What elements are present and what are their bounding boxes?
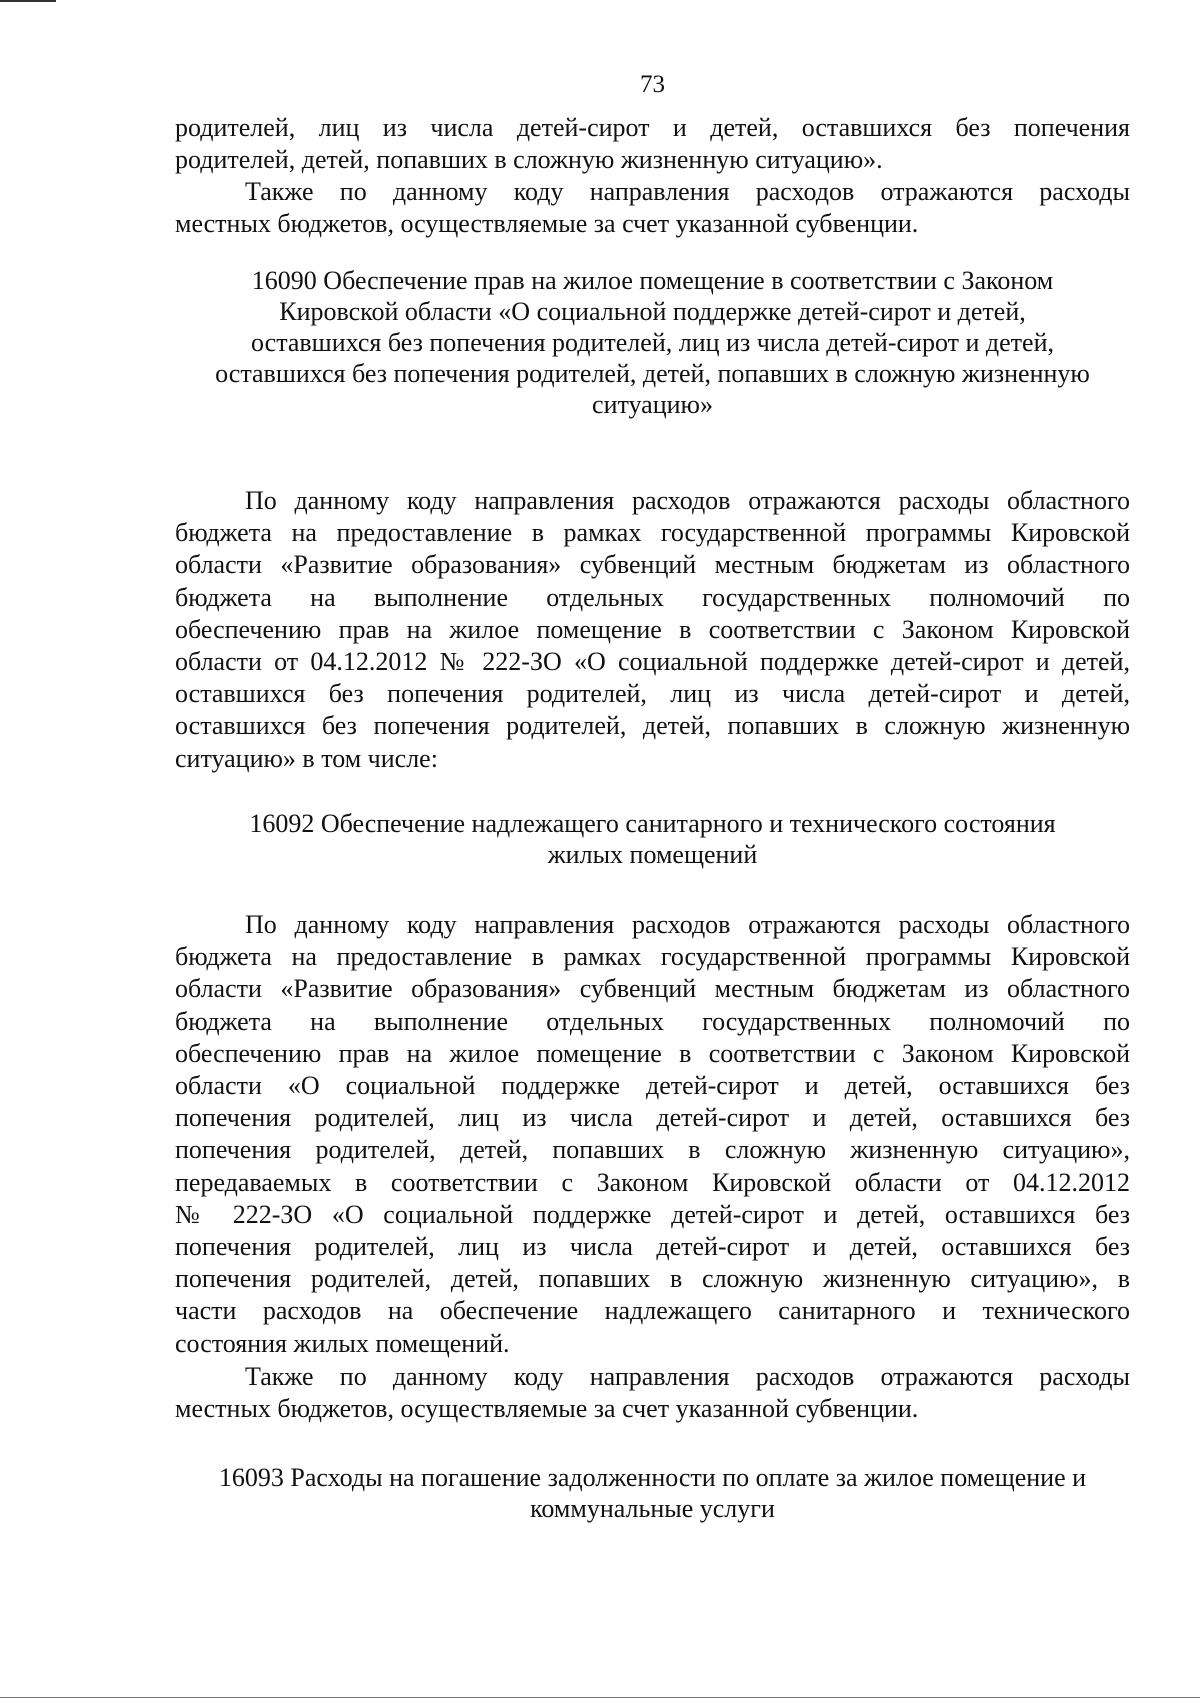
scan-edge-mark-top: [0, 0, 56, 2]
heading-line: жилых помещений: [547, 840, 758, 869]
text-line: попечения родителей, лиц из числа детей-сирот и детей, оставшихся без: [175, 1103, 1130, 1133]
section-heading-16092: [175, 808, 1130, 870]
scan-edge-mark-bottom: [0, 1697, 1200, 1698]
text-line: передаваемых в соответствии с Законом Кировской области от 04.12.2012: [175, 1167, 1130, 1197]
text-line: По данному коду направления расходов отражаются расходы областного: [245, 486, 1130, 515]
text-line: Также по данному коду направления расходов отражаются расходы: [245, 177, 1130, 206]
text-line: местных бюджетов, осуществляемые за счет указанной субвенции.: [175, 1394, 919, 1424]
text-line: области «О социальной поддержке детей-сирот и детей, оставшихся без: [175, 1071, 1130, 1101]
text-line: обеспечению прав на жилое помещение в соответствии с Законом Кировской: [175, 614, 1130, 644]
text-line: оставшихся без попечения родителей, детей, попавших в сложную жизненную: [175, 711, 1130, 741]
heading-line: 16093 Расходы на погашение задолженности по оплате за жилое помещение и: [218, 1463, 1087, 1492]
text-line: родителей, лиц из числа детей-сирот и детей, оставшихся без попечения: [175, 113, 1130, 142]
text-line: № 222-ЗО «О социальной поддержке детей-сирот и детей, оставшихся без: [175, 1199, 1130, 1229]
section-heading-16093: [175, 1462, 1130, 1524]
text-line: ситуацию» в том числе:: [175, 743, 438, 773]
text-line: бюджета на выполнение отдельных государственных полномочий по: [175, 582, 1130, 612]
section-heading-16090: [175, 265, 1130, 420]
paragraph-local-budgets-1: [175, 176, 1130, 240]
heading-line: 16092 Обеспечение надлежащего санитарного и технического состояния: [249, 809, 1056, 838]
text-line: местных бюджетов, осуществляемые за счет указанной субвенции.: [175, 209, 919, 239]
text-line: родителей, детей, попавших в сложную жизненную ситуацию».: [175, 145, 883, 175]
text-line: состояния жилых помещений.: [175, 1328, 510, 1358]
heading-line: коммунальные услуги: [530, 1494, 775, 1523]
text-line: попечения родителей, детей, попавших в сложную жизненную ситуацию», в: [175, 1264, 1130, 1294]
heading-line: оставшихся без попечения родителей, лиц из числа детей-сирот и детей,: [251, 328, 1054, 357]
heading-line: ситуацию»: [592, 390, 713, 419]
heading-line: 16090 Обеспечение прав на жилое помещение в соответствии с Законом: [251, 266, 1054, 295]
text-line: бюджета на предоставление в рамках государственной программы Кировской: [175, 518, 1130, 548]
heading-line: оставшихся без попечения родителей, детей, попавших в сложную жизненную: [215, 359, 1090, 388]
text-line: бюджета на выполнение отдельных государственных полномочий по: [175, 1006, 1130, 1036]
paragraph-local-budgets-2: [175, 1361, 1130, 1425]
text-line: попечения родителей, детей, попавших в сложную жизненную ситуацию»,: [175, 1135, 1130, 1165]
text-line: части расходов на обеспечение надлежащего санитарного и технического: [175, 1296, 1130, 1326]
paragraph-continuation: [175, 112, 1130, 176]
paragraph-16092-description: [175, 909, 1130, 1360]
text-line: обеспечению прав на жилое помещение в соответствии с Законом Кировской: [175, 1038, 1130, 1068]
text-line: бюджета на предоставление в рамках государственной программы Кировской: [175, 942, 1130, 972]
heading-line: Кировской области «О социальной поддержке детей-сирот и детей,: [279, 297, 1026, 326]
text-line: оставшихся без попечения родителей, лиц из числа детей-сирот и детей,: [175, 679, 1130, 709]
text-line: области «Развитие образования» субвенций местным бюджетам из областного: [175, 550, 1130, 580]
text-line: попечения родителей, лиц из числа детей-сирот и детей, оставшихся без: [175, 1232, 1130, 1262]
text-line: По данному коду направления расходов отражаются расходы областного: [245, 910, 1130, 939]
text-line: области «Развитие образования» субвенций местным бюджетам из областного: [175, 974, 1130, 1004]
text-line: области от 04.12.2012 № 222-ЗО «О социальной поддержке детей-сирот и детей,: [175, 647, 1130, 677]
paragraph-16090-description: [175, 485, 1130, 775]
page-number: 73: [640, 71, 665, 98]
text-line: Также по данному коду направления расходов отражаются расходы: [245, 1362, 1130, 1391]
